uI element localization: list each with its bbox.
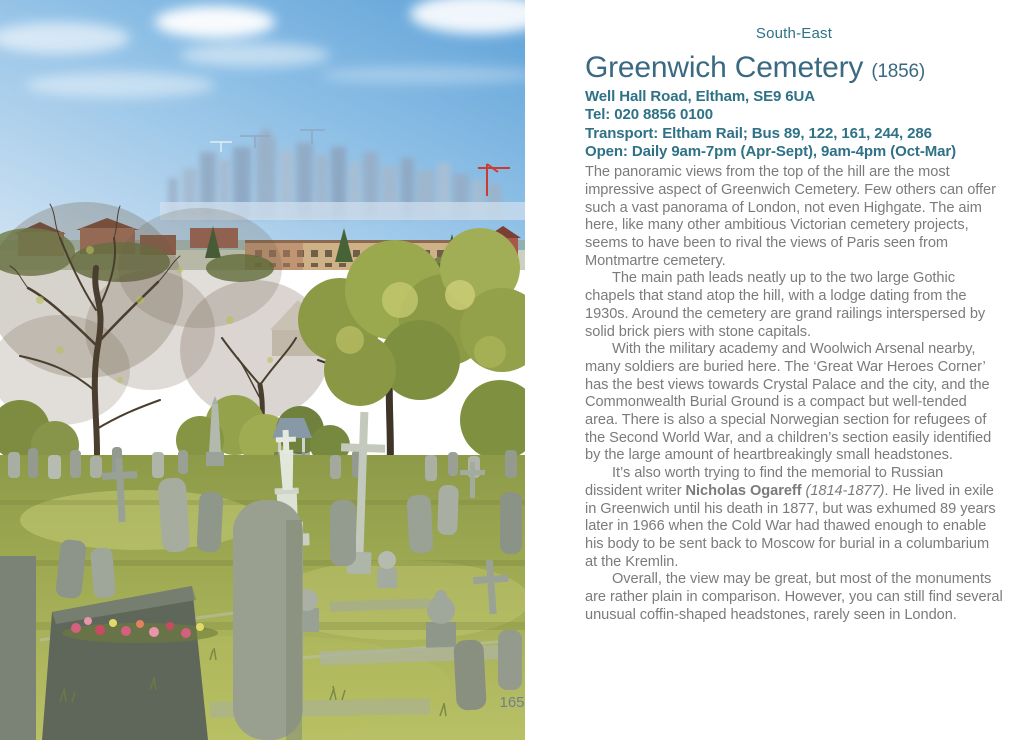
listing-title-text: Greenwich Cemetery — [585, 51, 864, 84]
section-label: South-East — [755, 25, 833, 42]
paragraph: Overall, the view may be great, but most of the monuments are rather plain in comparison. However, you can still find several unusual coffin-shaped headstones, rarely seen in London. — [585, 571, 1003, 623]
body-paragraphs — [585, 164, 1003, 624]
paragraph: With the military academy and Woolwich Arsenal nearby, many soldiers are buried here. The ‘Great War Heroes Corner’ has the best views towards Crystal Palace and the city, and the Commonwealth Burial Ground is a compact but well-tended area. There is also a special Norwegian section for refugees of the Second World War, and a children’s section easily identified by the large amount of heartbreakingly small headstones. — [585, 341, 992, 464]
text-pane — [585, 0, 1003, 740]
listing-phone: Tel: 020 8856 0100 — [585, 106, 714, 124]
listing-info-block — [585, 88, 1003, 161]
listing-title — [585, 53, 1003, 83]
paragraph: The main path leads neatly up to the two large Gothic chapels that stand atop the hill, with a lodge dating from the 1930s. Around the cemetery are grand railings interspersed by solid brick piers with stone capitals. — [585, 270, 986, 340]
listing-year: (1856) — [871, 61, 926, 82]
listing-transport: Transport: Eltham Rail; Bus 89, 122, 161, 244, 286 — [585, 124, 932, 142]
paragraph: The panoramic views from the top of the hill are the most impressive aspect of Greenwich Cemetery. Few others can offer such a vast panorama of London, not even Highgate. The aim here, like many other ambitious Victorian cemetery projects, seems to have been to rival the views of Paris seen from Montmartre cemetery. — [585, 164, 996, 269]
listing-open-hours: Open: Daily 9am-7pm (Apr-Sept), 9am-4pm (Oct-Mar) — [585, 142, 956, 160]
paragraph: It’s also worth trying to find the memorial to Russian dissident writer Nicholas Ogareff (1814-1877). He lived in exile in Greenwich until his death in 1877, but was exhumed 89 years later in 1966 when the Cold War had thawed enough to enable his body to be sent back to Moscow for burial in a columbarium at the Kremlin. — [585, 465, 996, 570]
page-number: 165 — [499, 694, 525, 711]
listing-address: Well Hall Road, Eltham, SE9 6UA — [585, 88, 816, 105]
